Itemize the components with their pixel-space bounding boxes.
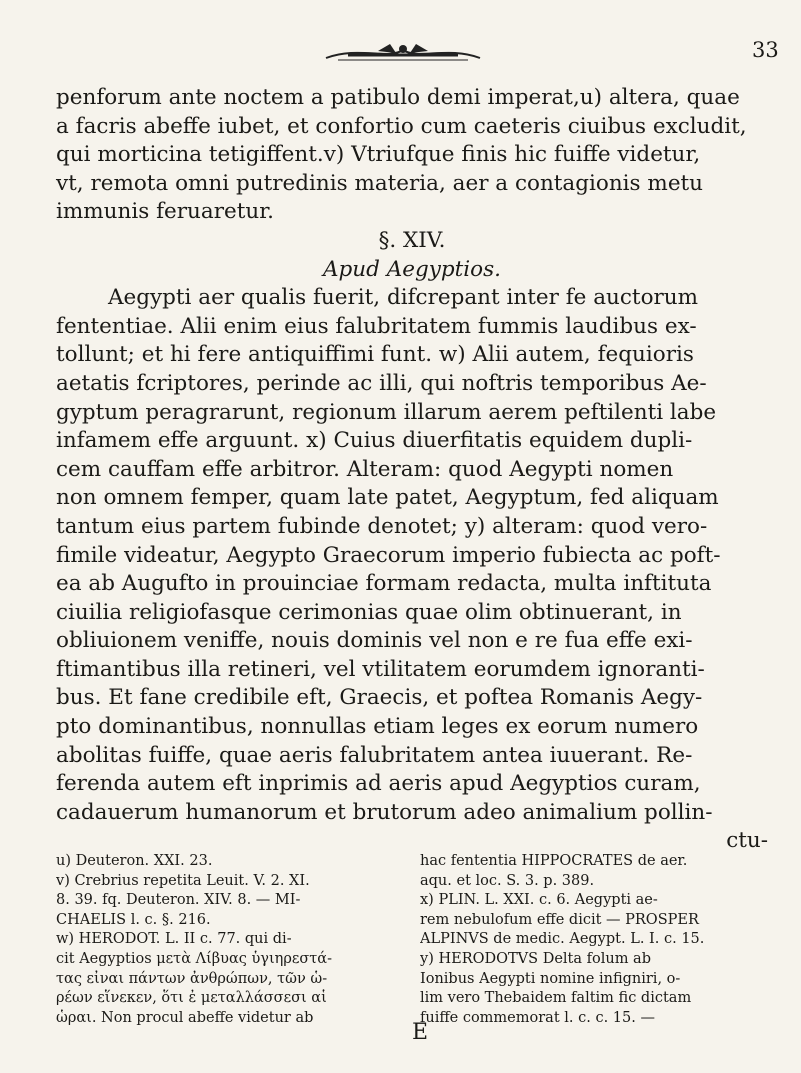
text-line: immunis feruaretur. [56,199,274,225]
text-line: a facris abeffe iubet, et confortio cum caeteris ciuibus excludit, [56,113,747,139]
footnote-line: rem nebulofum effe dicit — PROSPER [420,911,699,928]
text-line: ciuilia religiofasque cerimonias quae olim obtinuerant, in [56,599,682,625]
footnote-line: cit Aegyptios μετὰ Λίβυας ὑγιηρεστά- [56,950,332,967]
footnote-line: ὧραι. Non procul abeffe videtur ab [56,1009,314,1026]
footnote-line: ρέων εἵνεκεν, ὅτι ἐ μεταλλάσσεσι αἱ [56,990,327,1007]
text-line: vt, remota omni putredinis materia, aer a contagionis metu [56,170,704,196]
footnote-line: ALPINVS de medic. Aegypt. L. I. c. 15. [420,931,705,948]
text-line: cadauerum humanorum et brutorum adeo animalium pollin- [56,799,713,825]
main-text [56,84,768,856]
text-line: ea ab Augufto in prouinciae formam redacta, multa inftituta [56,571,712,597]
section-number: §. XIV. [378,227,446,253]
footnote-line: CHAELIS l. c. §. 216. [56,911,211,928]
footnotes [56,852,768,1028]
text-line: non omnem femper, quam late patet, Aegyptum, fed aliquam [56,485,719,511]
footnote-line: hac fententia HIPPOCRATES de aer. [420,853,688,869]
text-line: gyptum peragrarunt, regionum illarum aerem peftilenti labe [56,399,717,425]
text-line: tollunt; et hi fere antiquiffimi funt. w) Alii autem, fequioris [56,342,694,368]
footnotes-left-column [56,852,404,1028]
footnote-line: lim vero Thebaidem faltim fic dictam [420,990,692,1007]
page-number: 33 [752,38,779,62]
footnote-line: v) Crebrius repetita Leuit. V. 2. XI. [56,872,310,889]
text-line: abolitas fuiffe, quae aeris falubritatem antea iuuerant. Re- [56,742,693,768]
text-line: tantum eius partem fubinde denotet; y) alteram: quod vero- [56,513,708,539]
footnote-line: fuiffe commemorat l. c. c. 15. — [420,1009,655,1026]
text-line: qui morticina tetigiffent.v) Vtriufque finis hic fuiffe videtur, [56,142,701,168]
text-line: infamem effe arguunt. x) Cuius diuerfitatis equidem dupli- [56,428,693,454]
footnote-line: Ionibus Aegypti nomine infigniri, o- [420,970,681,987]
section-title: Apud Aegyptios. [323,256,501,282]
footnote-line: x) PLIN. L. XXI. c. 6. Aegypti ae- [420,892,658,909]
catchword: ctu- [726,828,768,854]
footnote-line: y) HERODOTVS Delta folum ab [420,950,651,967]
text-line: bus. Et fane credibile eft, Graecis, et poftea Romanis Aegy- [56,685,703,711]
footnote-line: aqu. et loc. S. 3. p. 389. [420,872,595,889]
footnote-line: u) Deuteron. XXI. 23. [56,853,213,869]
text-line: ferenda autem eft inprimis ad aeris apud Aegyptios curam, [56,771,701,797]
footnote-line: τας εἶναι πάντων ἀνθρώπων, τῶν ὡ- [56,970,328,987]
signature-mark: E [412,1020,429,1045]
text-line: pto dominantibus, nonnullas etiam leges ex eorum numero [56,714,699,740]
text-line: penforum ante noctem a patibulo demi imperat,u) altera, quae [56,85,740,110]
text-line: ftimantibus illa retineri, vel vtilitatem eorumdem ignoranti- [56,656,705,682]
text-line: Aegypti aer qualis fuerit, difcrepant inter fe auctorum [108,285,699,311]
text-line: cem cauffam effe arbitror. Alteram: quod Aegypti nomen [56,456,674,482]
footnote-line: w) HERODOT. L. II c. 77. qui di- [56,931,292,948]
text-line: fimile videatur, Aegypto Graecorum imperio fubiecta ac poft- [56,542,721,568]
text-line: obliuionem veniffe, nouis dominis vel non e re fua effe exi- [56,628,693,654]
text-line: aetatis fcriptores, perinde ac illi, qui noftris temporibus Ae- [56,370,707,396]
footnote-line: 8. 39. fq. Deuteron. XIV. 8. — MI- [56,892,301,909]
footnotes-right-column [420,852,768,1028]
printer-ornament-icon [318,38,488,64]
text-line: fententiae. Alii enim eius falubritatem fummis laudibus ex- [56,313,697,339]
